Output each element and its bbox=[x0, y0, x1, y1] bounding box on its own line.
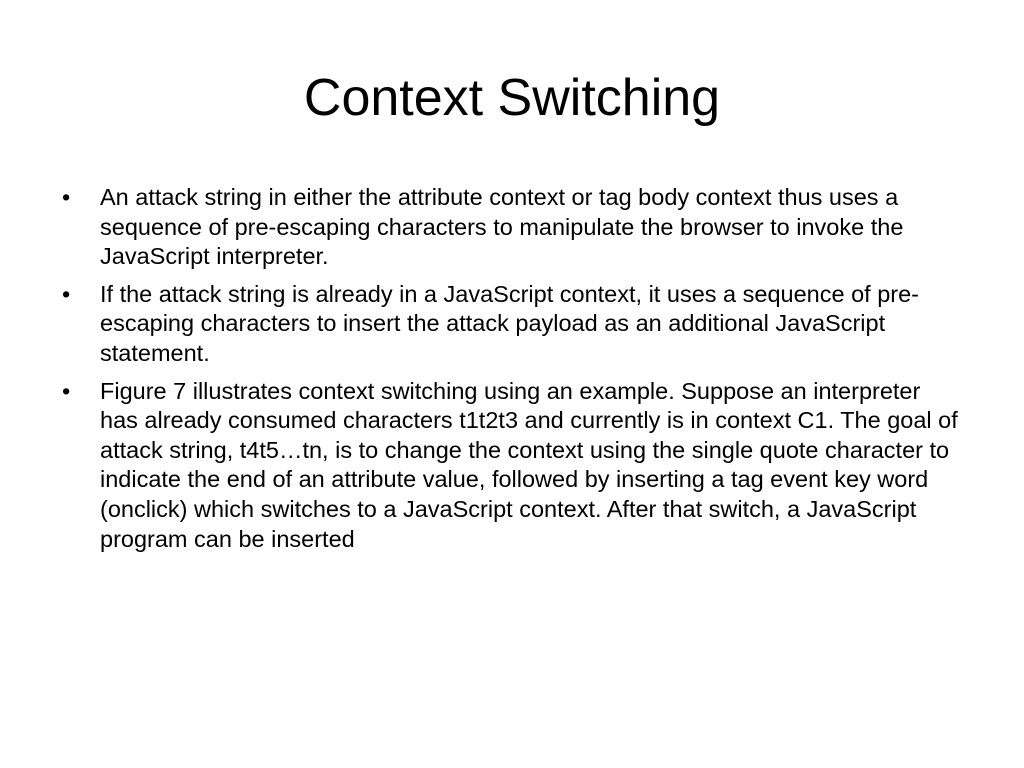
bullet-text: An attack string in either the attribute context or tag body context thus uses a sequence of pre-escaping characters to manipulate the browser to invoke the JavaScript interpreter. bbox=[100, 184, 904, 270]
slide-title: Context Switching bbox=[303, 69, 721, 127]
bullet-text: If the attack string is already in a JavaScript context, it uses a sequence of pre-escaping characters to insert the attack payload as an additional JavaScript statement. bbox=[100, 280, 920, 366]
bullet-dot-icon: • bbox=[62, 184, 71, 210]
bullet-dot-icon: • bbox=[62, 377, 71, 404]
bullet-item-1 bbox=[62, 183, 962, 272]
bullet-text: Figure 7 illustrates context switching using an example. Suppose an interpreter has already consumed characters t1t2t3 and currently is in context C1. The goal of attack string, t4t5…tn, is to change the context using the single quote character to indicate the end of an attribute value, followed by inserting a tag event key word (onclick) which switches to a JavaScript context. After that switch, a JavaScript program can be inserted bbox=[100, 377, 958, 552]
bullet-list bbox=[62, 183, 962, 562]
bullet-item-3 bbox=[62, 377, 962, 555]
bullet-dot-icon: • bbox=[62, 280, 71, 307]
bullet-item-2 bbox=[62, 280, 962, 369]
